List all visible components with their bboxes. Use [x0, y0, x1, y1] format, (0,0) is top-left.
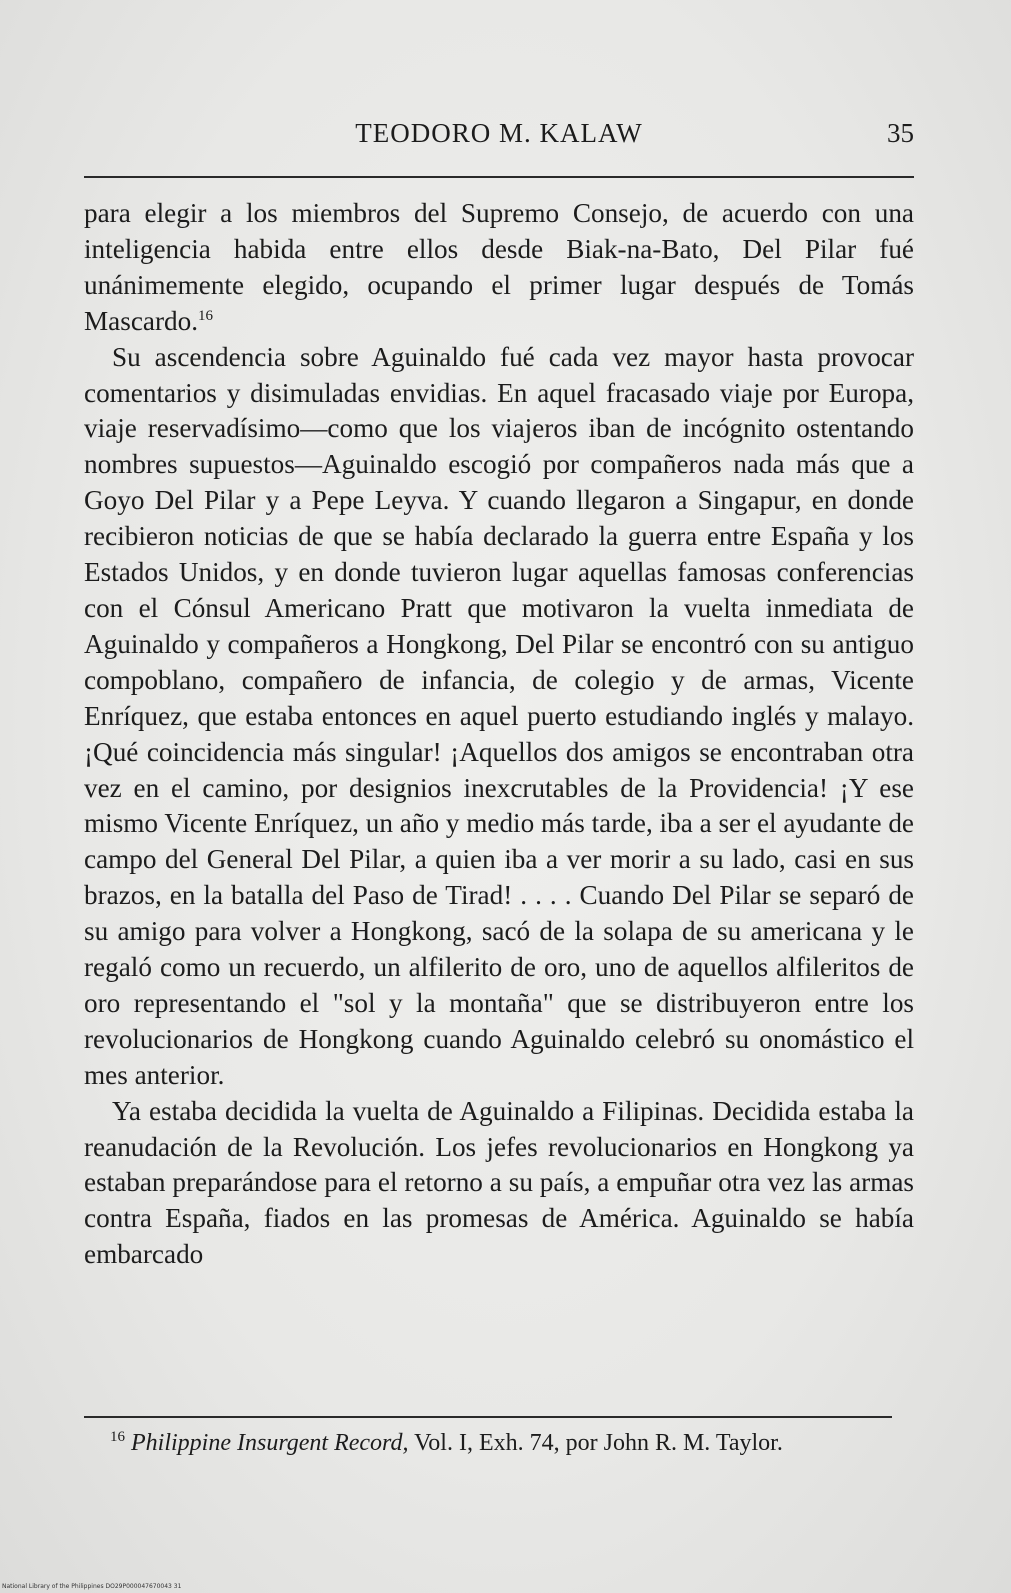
page-header [84, 118, 914, 158]
paragraph-text: para elegir a los miembros del Supremo Consejo, de acuerdo con una inteligencia habida entre ellos desde Biak-na-Bato, Del Pilar fué unánimemente elegido, ocupando el primer lugar después de Tomás Mascardo. [84, 198, 914, 336]
paragraph-text: Su ascendencia sobre Aguinaldo fué cada vez mayor hasta provocar comentarios y disimuladas envidias. En aquel fracasado viaje por Europa, viaje reservadísimo—como que los viajeros iban de incógnito ostentando nombres supuestos—Aguinaldo escogió por compañeros nada más que a Goyo Del Pilar y a Pepe Leyva. Y cuando llegaron a Singapur, en donde recibieron noticias de que se había declarado la guerra entre España y los Estados Unidos, y en donde tuvieron lugar aquellas famosas conferencias con el Cónsul Americano Pratt que motivaron la vuelta inmediata de Aguinaldo y compañeros a Hongkong, Del Pilar se encontró con su antiguo compoblano, compañero de infancia, de colegio y de armas, Vicente Enríquez, que estaba entonces en aquel puerto estudiando inglés y malayo. ¡Qué coincidencia más singular! ¡Aquellos dos amigos se encontraban otra vez en el camino, por designios inexcrutables de la Providencia! ¡Y ese mismo Vicente Enríquez, un año y medio más tarde, iba a ser el ayudante de campo del General Del Pilar, a quien iba a ver morir a su lado, casi en sus brazos, en la batalla del Paso de Tirad! . . . . Cuando Del Pilar se separó de su amigo para volver a Hongkong, sacó de la solapa de su americana y le regaló como un recuerdo, un alfilerito de oro, uno de aquellos alfileritos de oro representando el "sol y la montaña" que se distribuyeron entre los revolucionarios de Hongkong cuando Aguinaldo celebró su onomástico el mes anterior. [84, 341, 914, 1090]
header-rule [84, 176, 914, 178]
footnote-source-details: Vol. I, Exh. 74, por John R. M. Taylor. [408, 1430, 783, 1456]
page-number: 35 [887, 118, 914, 148]
footnote-number: 16 [110, 1429, 125, 1445]
paragraph [84, 196, 914, 340]
footnote-source-title: Philippine Insurgent Record, [131, 1430, 409, 1456]
scan-credit: National Library of the Philippines DO29P000047670043 31 [2, 1583, 182, 1590]
body-text [84, 196, 914, 1273]
paragraph [84, 340, 914, 1094]
paragraph-text: Ya estaba decidida la vuelta de Aguinaldo a Filipinas. Decidida estaba la reanudación de la Revolución. Los jefes revolucionarios en Hongkong ya estaban preparándose para el retorno a su país, a empuñar otra vez las armas contra España, fiados en las promesas de América. Aguinaldo se había embarcado [84, 1095, 914, 1270]
footnote-rule [84, 1416, 892, 1418]
running-head: TEODORO M. KALAW [355, 118, 643, 148]
footnote-reference: 16 [198, 307, 213, 324]
footnote [110, 1430, 900, 1457]
paragraph [84, 1094, 914, 1274]
